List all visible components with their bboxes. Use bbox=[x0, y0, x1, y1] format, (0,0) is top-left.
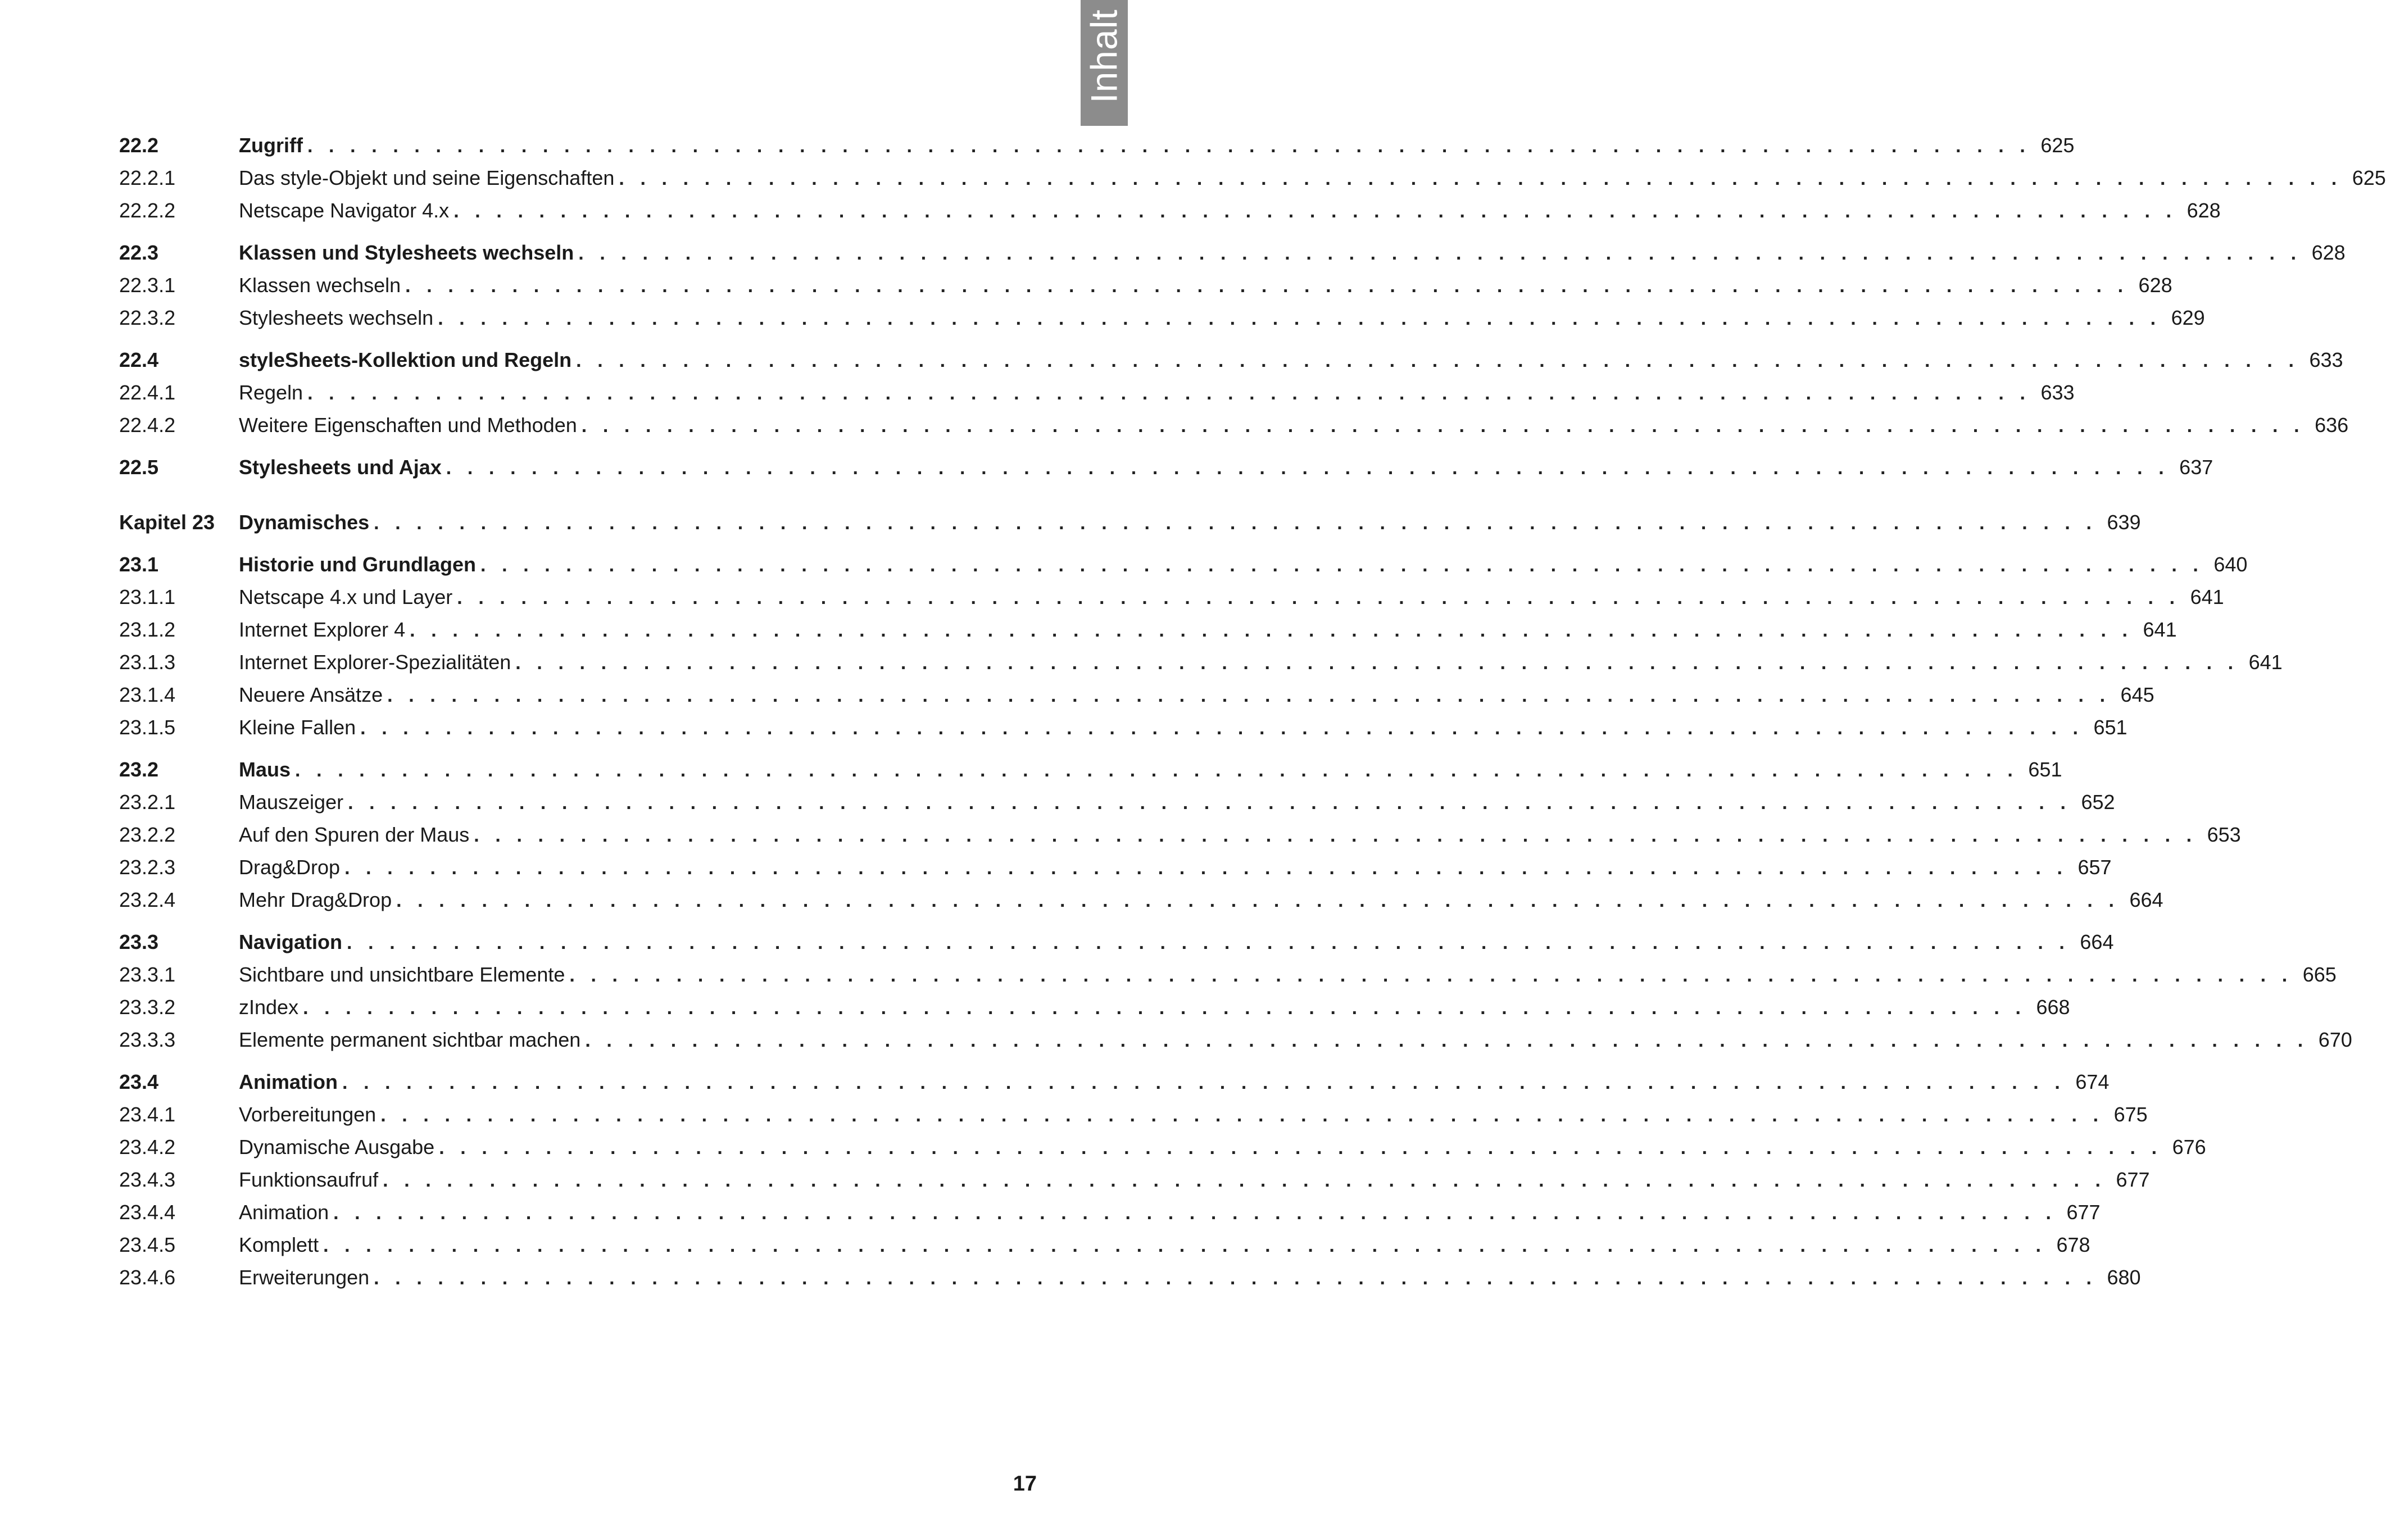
toc-subsection-entry[interactable] bbox=[119, 958, 2337, 991]
entry-number: 22.5 bbox=[119, 456, 159, 479]
toc-section-entry[interactable] bbox=[119, 451, 2213, 484]
table-of-contents bbox=[119, 129, 2386, 1294]
entry-title: Neuere Ansätze bbox=[239, 683, 383, 706]
toc-subsection-entry[interactable] bbox=[119, 679, 2154, 711]
entry-page-number: 664 bbox=[2129, 888, 2163, 911]
entry-number: 22.3.1 bbox=[119, 274, 176, 297]
entry-page-number: 637 bbox=[2179, 456, 2213, 479]
entry-title: zIndex bbox=[239, 996, 299, 1019]
dot-leader: . . . . . . . . . . . . . . . . . . . . . . . . . . . . . . . . . . . . . . . . . . . . . . . . . . . . . . . . . . . . . . . . . . . . . . . . . . . . . . . . . bbox=[295, 760, 2018, 781]
entry-page-number: 653 bbox=[2207, 823, 2241, 846]
toc-section-entry[interactable] bbox=[119, 237, 2346, 269]
entry-title: Netscape 4.x und Layer bbox=[239, 585, 453, 608]
entry-page-number: 633 bbox=[2040, 381, 2075, 404]
entry-number: 23.3.3 bbox=[119, 1028, 176, 1051]
entry-number: 22.3.2 bbox=[119, 306, 176, 329]
entry-title: Historie und Grundlagen bbox=[239, 553, 477, 576]
entry-title: Drag&Drop bbox=[239, 856, 341, 879]
entry-number: 22.4.1 bbox=[119, 381, 176, 404]
entry-number: 22.2 bbox=[119, 134, 159, 157]
dot-leader: . . . . . . . . . . . . . . . . . . . . . . . . . . . . . . . . . . . . . . . . . . . . . . . . . . . . . . . . . . . . . . . . . . . . . . . . . . . . . . . . . bbox=[396, 890, 2120, 911]
entry-page-number: 665 bbox=[2302, 963, 2337, 986]
toc-section-entry[interactable] bbox=[119, 1066, 2110, 1098]
dot-leader: . . . . . . . . . . . . . . . . . . . . . . . . . . . . . . . . . . . . . . . . . . . . . . . . . . . . . . . . . . . . . . . . . . . . . . . . . . . . . . . . . bbox=[446, 457, 2170, 479]
entry-number: 23.4.1 bbox=[119, 1103, 176, 1126]
toc-subsection-entry[interactable] bbox=[119, 1229, 2090, 1261]
entry-page-number: 628 bbox=[2311, 241, 2346, 264]
toc-subsection-entry[interactable] bbox=[119, 409, 2349, 442]
entry-title: Stylesheets und Ajax bbox=[239, 456, 442, 479]
entry-title: Klassen und Stylesheets wechseln bbox=[239, 241, 574, 264]
entry-number: 23.2.1 bbox=[119, 791, 176, 814]
entry-number: 23.4.2 bbox=[119, 1135, 176, 1159]
entry-page-number: 677 bbox=[2066, 1201, 2101, 1224]
entry-page-number: 670 bbox=[2318, 1028, 2352, 1051]
entry-title: Mehr Drag&Drop bbox=[239, 888, 392, 911]
dot-leader: . . . . . . . . . . . . . . . . . . . . . . . . . . . . . . . . . . . . . . . . . . . . . . . . . . . . . . . . . . . . . . . . . . . . . . . . . . . . . . . . . bbox=[453, 201, 2177, 222]
entry-number: 23.3.1 bbox=[119, 963, 176, 986]
dot-leader: . . . . . . . . . . . . . . . . . . . . . . . . . . . . . . . . . . . . . . . . . . . . . . . . . . . . . . . . . . . . . . . . . . . . . . . . . . . . . . . . . bbox=[439, 1137, 2162, 1159]
entry-page-number: 668 bbox=[2036, 996, 2070, 1019]
toc-subsection-entry[interactable] bbox=[119, 884, 2163, 916]
entry-title: Das style-Objekt und seine Eigenschaften bbox=[239, 166, 615, 189]
entry-page-number: 675 bbox=[2113, 1103, 2148, 1126]
entry-number: Kapitel 23 bbox=[119, 511, 215, 534]
toc-subsection-entry[interactable] bbox=[119, 1024, 2352, 1056]
entry-title: Maus bbox=[239, 758, 291, 781]
dot-leader: . . . . . . . . . . . . . . . . . . . . . . . . . . . . . . . . . . . . . . . . . . . . . . . . . . . . . . . . . . . . . . . . . . . . . . . . . . . . . . . . . bbox=[457, 587, 2180, 608]
toc-subsection-entry[interactable] bbox=[119, 194, 2221, 227]
page-number: 17 bbox=[1013, 1472, 1037, 1496]
toc-subsection-entry[interactable] bbox=[119, 819, 2241, 851]
dot-leader: . . . . . . . . . . . . . . . . . . . . . . . . . . . . . . . . . . . . . . . . . . . . . . . . . . . . . . . . . . . . . . . . . . . . . . . . . . . . . . . . . bbox=[344, 857, 2068, 879]
toc-subsection-entry[interactable] bbox=[119, 646, 2283, 679]
dot-leader: . . . . . . . . . . . . . . . . . . . . . . . . . . . . . . . . . . . . . . . . . . . . . . . . . . . . . . . . . . . . . . . . . . . . . . . . . . . . . . . . . bbox=[438, 308, 2161, 329]
entry-page-number: 639 bbox=[2107, 511, 2141, 534]
entry-page-number: 645 bbox=[2120, 683, 2154, 706]
entry-page-number: 641 bbox=[2143, 618, 2177, 641]
entry-page-number: 625 bbox=[2352, 166, 2386, 189]
toc-subsection-entry[interactable] bbox=[119, 581, 2224, 614]
toc-subsection-entry[interactable] bbox=[119, 1261, 2141, 1294]
dot-leader: . . . . . . . . . . . . . . . . . . . . . . . . . . . . . . . . . . . . . . . . . . . . . . . . . . . . . . . . . . . . . . . . . . . . . . . . . . . . . . . . . bbox=[387, 685, 2111, 706]
entry-title: Funktionsaufruf bbox=[239, 1168, 379, 1191]
entry-title: Vorbereitungen bbox=[239, 1103, 377, 1126]
entry-page-number: 676 bbox=[2172, 1135, 2206, 1159]
dot-leader: . . . . . . . . . . . . . . . . . . . . . . . . . . . . . . . . . . . . . . . . . . . . . . . . . . . . . . . . . . . . . . . . . . . . . . . . . . . . . . . . . bbox=[323, 1235, 2047, 1256]
entry-page-number: 629 bbox=[2171, 306, 2205, 329]
dot-leader: . . . . . . . . . . . . . . . . . . . . . . . . . . . . . . . . . . . . . . . . . . . . . . . . . . . . . . . . . . . . . . . . . . . . . . . . . . . . . . . . . bbox=[360, 717, 2084, 739]
dot-leader: . . . . . . . . . . . . . . . . . . . . . . . . . . . . . . . . . . . . . . . . . . . . . . . . . . . . . . . . . . . . . . . . . . . . . . . . . . . . . . . . . bbox=[569, 965, 2293, 986]
dot-leader: . . . . . . . . . . . . . . . . . . . . . . . . . . . . . . . . . . . . . . . . . . . . . . . . . . . . . . . . . . . . . . . . . . . . . . . . . . . . . . . . . bbox=[585, 1030, 2308, 1051]
dot-leader: . . . . . . . . . . . . . . . . . . . . . . . . . . . . . . . . . . . . . . . . . . . . . . . . . . . . . . . . . . . . . . . . . . . . . . . . . . . . . . . . . bbox=[405, 275, 2129, 297]
dot-leader: . . . . . . . . . . . . . . . . . . . . . . . . . . . . . . . . . . . . . . . . . . . . . . . . . . . . . . . . . . . . . . . . . . . . . . . . . . . . . . . . . bbox=[342, 1072, 2066, 1093]
dot-leader: . . . . . . . . . . . . . . . . . . . . . . . . . . . . . . . . . . . . . . . . . . . . . . . . . . . . . . . . . . . . . . . . . . . . . . . . . . . . . . . . . bbox=[307, 383, 2031, 404]
toc-section-entry[interactable] bbox=[119, 753, 2062, 786]
dot-leader: . . . . . . . . . . . . . . . . . . . . . . . . . . . . . . . . . . . . . . . . . . . . . . . . . . . . . . . . . . . . . . . . . . . . . . . . . . . . . . . . . bbox=[348, 792, 2071, 814]
dot-leader: . . . . . . . . . . . . . . . . . . . . . . . . . . . . . . . . . . . . . . . . . . . . . . . . . . . . . . . . . . . . . . . . . . . . . . . . . . . . . . . . . bbox=[578, 243, 2302, 264]
dot-leader: . . . . . . . . . . . . . . . . . . . . . . . . . . . . . . . . . . . . . . . . . . . . . . . . . . . . . . . . . . . . . . . . . . . . . . . . . . . . . . . . . bbox=[380, 1105, 2104, 1126]
dot-leader: . . . . . . . . . . . . . . . . . . . . . . . . . . . . . . . . . . . . . . . . . . . . . . . . . . . . . . . . . . . . . . . . . . . . . . . . . . . . . . . . . bbox=[619, 168, 2342, 189]
toc-subsection-entry[interactable] bbox=[119, 614, 2177, 646]
entry-number: 23.1.5 bbox=[119, 716, 176, 739]
toc-subsection-entry[interactable] bbox=[119, 302, 2205, 334]
dot-leader: . . . . . . . . . . . . . . . . . . . . . . . . . . . . . . . . . . . . . . . . . . . . . . . . . . . . . . . . . . . . . . . . . . . . . . . . . . . . . . . . . bbox=[333, 1202, 2057, 1224]
toc-subsection-entry[interactable] bbox=[119, 1196, 2101, 1229]
entry-number: 23.3.2 bbox=[119, 996, 176, 1019]
toc-chapter-entry[interactable] bbox=[119, 506, 2141, 539]
entry-page-number: 664 bbox=[2080, 930, 2114, 953]
entry-title: Animation bbox=[239, 1201, 329, 1224]
entry-title: Elemente permanent sichtbar machen bbox=[239, 1028, 581, 1051]
dot-leader: . . . . . . . . . . . . . . . . . . . . . . . . . . . . . . . . . . . . . . . . . . . . . . . . . . . . . . . . . . . . . . . . . . . . . . . . . . . . . . . . . bbox=[383, 1170, 2106, 1191]
entry-title: Mauszeiger bbox=[239, 791, 344, 814]
entry-page-number: 625 bbox=[2040, 134, 2075, 157]
toc-subsection-entry[interactable] bbox=[119, 711, 2128, 744]
toc-subsection-entry[interactable] bbox=[119, 991, 2070, 1024]
entry-number: 23.1.4 bbox=[119, 683, 176, 706]
entry-title: Auf den Spuren der Maus bbox=[239, 823, 470, 846]
entry-number: 23.1.1 bbox=[119, 585, 176, 608]
dot-leader: . . . . . . . . . . . . . . . . . . . . . . . . . . . . . . . . . . . . . . . . . . . . . . . . . . . . . . . . . . . . . . . . . . . . . . . . . . . . . . . . . bbox=[480, 555, 2204, 576]
entry-page-number: 677 bbox=[2116, 1168, 2150, 1191]
dot-leader: . . . . . . . . . . . . . . . . . . . . . . . . . . . . . . . . . . . . . . . . . . . . . . . . . . . . . . . . . . . . . . . . . . . . . . . . . . . . . . . . . bbox=[576, 350, 2299, 371]
entry-title: Weitere Eigenschaften und Methoden bbox=[239, 414, 577, 437]
entry-number: 23.4.3 bbox=[119, 1168, 176, 1191]
entry-page-number: 651 bbox=[2028, 758, 2062, 781]
dot-leader: . . . . . . . . . . . . . . . . . . . . . . . . . . . . . . . . . . . . . . . . . . . . . . . . . . . . . . . . . . . . . . . . . . . . . . . . . . . . . . . . . bbox=[410, 620, 2133, 641]
entry-title: Netscape Navigator 4.x bbox=[239, 199, 450, 222]
entry-page-number: 641 bbox=[2190, 585, 2224, 608]
entry-title: Dynamische Ausgabe bbox=[239, 1135, 435, 1159]
entry-page-number: 628 bbox=[2187, 199, 2221, 222]
side-tab bbox=[1081, 0, 1128, 126]
dot-leader: . . . . . . . . . . . . . . . . . . . . . . . . . . . . . . . . . . . . . . . . . . . . . . . . . . . . . . . . . . . . . . . . . . . . . . . . . . . . . . . . . bbox=[307, 135, 2031, 157]
entry-number: 23.4 bbox=[119, 1070, 159, 1093]
toc-section-entry[interactable] bbox=[119, 548, 2248, 581]
entry-title: Zugriff bbox=[239, 134, 303, 157]
entry-page-number: 640 bbox=[2213, 553, 2248, 576]
entry-number: 23.4.4 bbox=[119, 1201, 176, 1224]
entry-number: 23.1.2 bbox=[119, 618, 176, 641]
entry-number: 23.2 bbox=[119, 758, 159, 781]
entry-title: Regeln bbox=[239, 381, 303, 404]
entry-number: 22.2.1 bbox=[119, 166, 176, 189]
entry-title: Sichtbare und unsichtbare Elemente bbox=[239, 963, 565, 986]
toc-subsection-entry[interactable] bbox=[119, 1098, 2148, 1131]
entry-title: Erweiterungen bbox=[239, 1266, 370, 1289]
dot-leader: . . . . . . . . . . . . . . . . . . . . . . . . . . . . . . . . . . . . . . . . . . . . . . . . . . . . . . . . . . . . . . . . . . . . . . . . . . . . . . . . . bbox=[474, 825, 2197, 846]
entry-number: 23.2.2 bbox=[119, 823, 176, 846]
dot-leader: . . . . . . . . . . . . . . . . . . . . . . . . . . . . . . . . . . . . . . . . . . . . . . . . . . . . . . . . . . . . . . . . . . . . . . . . . . . . . . . . . bbox=[374, 512, 2097, 534]
entry-page-number: 633 bbox=[2309, 348, 2343, 371]
toc-section-entry[interactable] bbox=[119, 129, 2075, 162]
entry-number: 23.2.3 bbox=[119, 856, 176, 879]
dot-leader: . . . . . . . . . . . . . . . . . . . . . . . . . . . . . . . . . . . . . . . . . . . . . . . . . . . . . . . . . . . . . . . . . . . . . . . . . . . . . . . . . bbox=[374, 1268, 2097, 1289]
entry-number: 23.2.4 bbox=[119, 888, 176, 911]
entry-title: Stylesheets wechseln bbox=[239, 306, 434, 329]
entry-title: Kleine Fallen bbox=[239, 716, 356, 739]
toc-subsection-entry[interactable] bbox=[119, 1131, 2206, 1164]
entry-number: 22.3 bbox=[119, 241, 159, 264]
entry-page-number: 641 bbox=[2248, 651, 2283, 674]
entry-number: 22.4 bbox=[119, 348, 159, 371]
entry-title: Klassen wechseln bbox=[239, 274, 401, 297]
dot-leader: . . . . . . . . . . . . . . . . . . . . . . . . . . . . . . . . . . . . . . . . . . . . . . . . . . . . . . . . . . . . . . . . . . . . . . . . . . . . . . . . . bbox=[515, 652, 2239, 674]
entry-title: Internet Explorer-Spezialitäten bbox=[239, 651, 511, 674]
entry-page-number: 651 bbox=[2093, 716, 2128, 739]
toc-subsection-entry[interactable] bbox=[119, 269, 2172, 302]
toc-subsection-entry[interactable] bbox=[119, 786, 2115, 819]
dot-leader: . . . . . . . . . . . . . . . . . . . . . . . . . . . . . . . . . . . . . . . . . . . . . . . . . . . . . . . . . . . . . . . . . . . . . . . . . . . . . . . . . bbox=[303, 997, 2026, 1019]
toc-subsection-entry[interactable] bbox=[119, 851, 2112, 884]
entry-page-number: 628 bbox=[2138, 274, 2172, 297]
entry-page-number: 657 bbox=[2077, 856, 2112, 879]
entry-number: 23.4.6 bbox=[119, 1266, 176, 1289]
dot-leader: . . . . . . . . . . . . . . . . . . . . . . . . . . . . . . . . . . . . . . . . . . . . . . . . . . . . . . . . . . . . . . . . . . . . . . . . . . . . . . . . . bbox=[581, 415, 2305, 437]
entry-title: Internet Explorer 4 bbox=[239, 618, 406, 641]
toc-subsection-entry[interactable] bbox=[119, 1164, 2150, 1196]
entry-title: Navigation bbox=[239, 930, 343, 953]
entry-number: 23.3 bbox=[119, 930, 159, 953]
entry-page-number: 674 bbox=[2075, 1070, 2110, 1093]
dot-leader: . . . . . . . . . . . . . . . . . . . . . . . . . . . . . . . . . . . . . . . . . . . . . . . . . . . . . . . . . . . . . . . . . . . . . . . . . . . . . . . . . bbox=[347, 932, 2070, 953]
toc-subsection-entry[interactable] bbox=[119, 162, 2386, 194]
toc-section-entry[interactable] bbox=[119, 926, 2114, 958]
entry-page-number: 636 bbox=[2315, 414, 2349, 437]
entry-page-number: 678 bbox=[2056, 1233, 2090, 1256]
entry-title: Animation bbox=[239, 1070, 338, 1093]
side-tab-label: Inhalt bbox=[1083, 9, 1125, 103]
toc-subsection-entry[interactable] bbox=[119, 376, 2075, 409]
entry-title: Komplett bbox=[239, 1233, 319, 1256]
entry-number: 23.4.5 bbox=[119, 1233, 176, 1256]
entry-number: 23.1 bbox=[119, 553, 159, 576]
entry-number: 22.2.2 bbox=[119, 199, 176, 222]
entry-title: Dynamisches bbox=[239, 511, 370, 534]
entry-number: 23.1.3 bbox=[119, 651, 176, 674]
toc-section-entry[interactable] bbox=[119, 344, 2343, 376]
entry-title: styleSheets-Kollektion und Regeln bbox=[239, 348, 572, 371]
entry-number: 22.4.2 bbox=[119, 414, 176, 437]
entry-page-number: 652 bbox=[2081, 791, 2115, 814]
entry-page-number: 680 bbox=[2107, 1266, 2141, 1289]
